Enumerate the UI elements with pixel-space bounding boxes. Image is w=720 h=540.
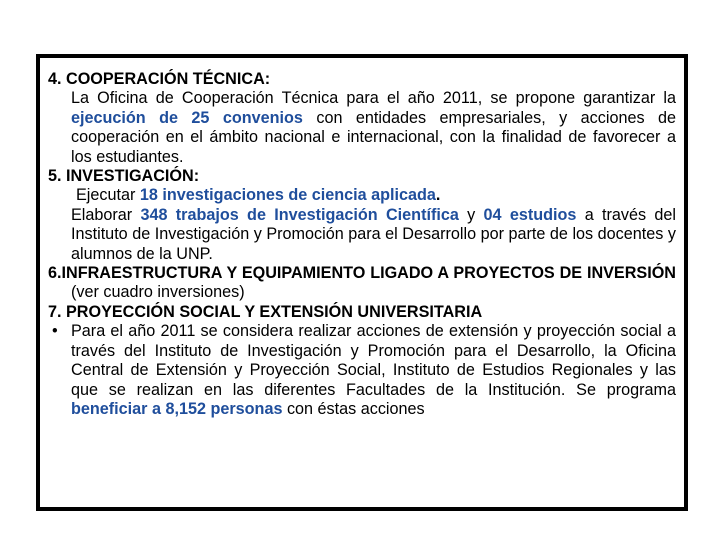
section-5-p2-text-e: a través del Instituto de Investigación y Promoción para el Desarrollo por parte de los docentes y alumnos de la UNP.: [71, 205, 676, 263]
bullet-icon: •: [52, 322, 58, 341]
content-frame: [36, 54, 688, 511]
section-4-highlight: ejecución de 25 convenios: [71, 108, 303, 127]
section-5-paragraph-2: [48, 206, 676, 264]
section-4-text-a: La Oficina de Cooperación Técnica para el año 2011, se propone garantizar la: [71, 89, 676, 108]
section-6-heading-note: (ver cuadro inversiones): [71, 283, 245, 302]
section-5-p2-text-a: Elaborar: [71, 205, 141, 224]
section-5-heading: 5. INVESTIGACIÓN:: [48, 167, 200, 186]
document-body: [48, 70, 676, 419]
section-5-p2-highlight-1: 348 trabajos de Investigación Científica: [140, 205, 459, 224]
section-4-text-c: con entidades empresariales, y acciones de cooperación en el ámbito nacional e internacional, con la finalidad de favorecer a los estudiantes.: [71, 108, 676, 166]
section-7-heading: 7. PROYECCIÓN SOCIAL Y EXTENSIÓN UNIVERSITARIA: [48, 302, 483, 321]
section-4-paragraph: [48, 89, 676, 167]
section-5-p1-text-c: .: [435, 186, 441, 205]
section-7-bullet-item: [48, 322, 676, 419]
section-4-heading: 4. COOPERACIÓN TÉCNICA:: [48, 70, 271, 88]
section-5-p2-highlight-2: 04 estudios: [483, 205, 577, 224]
section-7-text-c: con éstas acciones: [282, 399, 425, 418]
section-7-highlight: beneficiar a 8,152 personas: [71, 399, 283, 418]
section-6-heading: [48, 264, 676, 303]
section-5-paragraph-1: [48, 186, 676, 205]
section-7-text-a: Para el año 2011 se considera realizar acciones de extensión y proyección social a través del Instituto de Investigación y Promoción para el Desarrollo, la Oficina Central de Extensión y Proyección Social, Instituto de Estudios Regionales y las que se realizan en las diferentes Facultades de la Institución. Se programa: [71, 322, 676, 399]
section-5-p1-highlight: 18 investigaciones de ciencia aplicada: [139, 186, 436, 205]
section-6-heading-bold: 6.INFRAESTRUCTURA Y EQUIPAMIENTO LIGADO A PROYECTOS DE INVERSIÓN: [48, 264, 676, 283]
section-5-p2-text-c: y: [458, 205, 484, 224]
section-5-p1-text-a: Ejecutar: [76, 186, 140, 205]
